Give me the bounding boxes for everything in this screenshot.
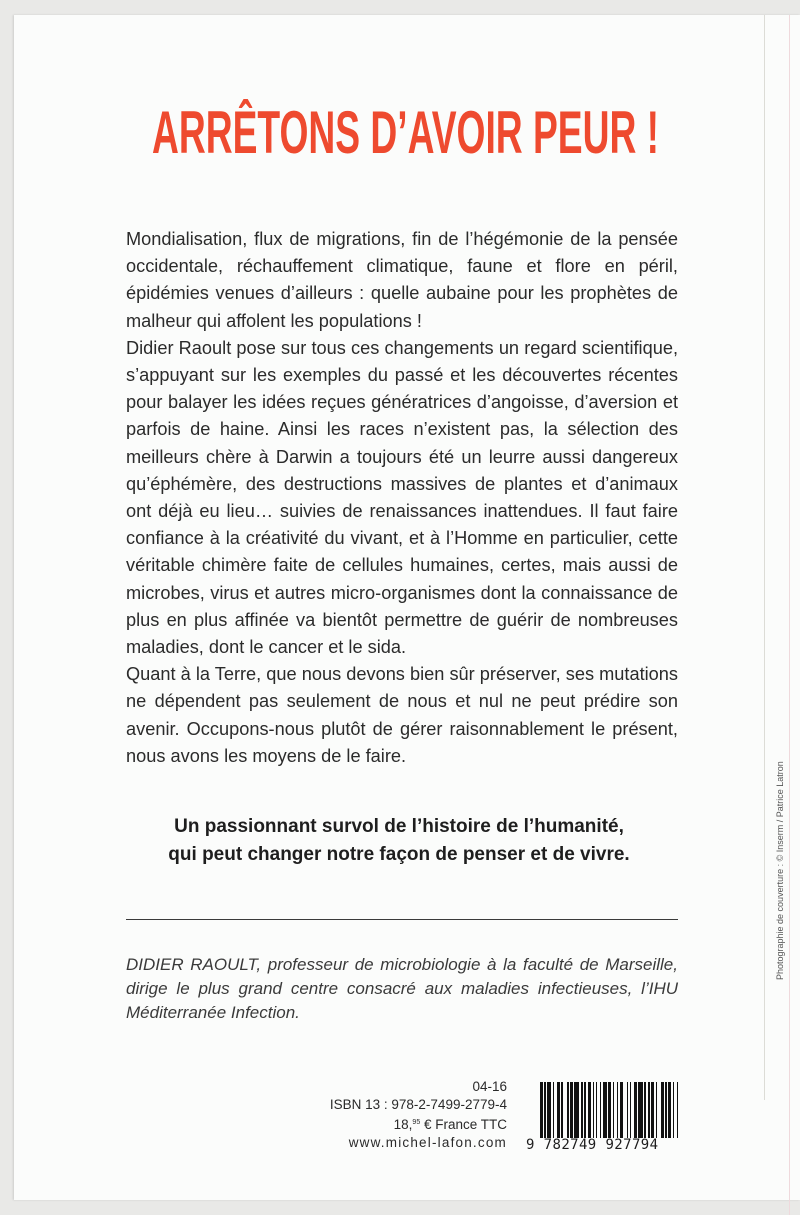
tagline-line: qui peut changer notre façon de penser et de vivre. <box>168 844 630 865</box>
publisher-website: www.michel-lafon.com <box>348 1135 507 1150</box>
author-bio <box>126 953 678 1025</box>
barcode-digits: 9 782749 927794 <box>526 1137 659 1153</box>
tagline <box>100 813 698 869</box>
photo-credit: Photographie de couverture : © Inserm / Patrice Latron <box>775 761 785 980</box>
book-title: ARRÊTONS D’AVOIR PEUR ! <box>152 99 660 166</box>
barcode <box>540 1082 680 1138</box>
price-main: 18, <box>393 1117 413 1132</box>
blurb-paragraph: Quant à la Terre, que nous devons bien sûr préserver, ses mutations ne dépendent pas seulement de nous et nul ne peut prédire son avenir. Occupons-nous plutôt de gérer raisonnablement le présent, nous avons les moyens de le faire. <box>126 664 678 766</box>
isbn: ISBN 13 : 978-2-7499-2779-4 <box>329 1097 507 1112</box>
price-suffix: € France TTC <box>420 1117 507 1132</box>
price-cents: 95 <box>412 1119 421 1126</box>
blurb-paragraph: Mondialisation, flux de migrations, fin de l’hégémonie de la pensée occidentale, réchauffement climatique, faune et flore en péril, épidémies venues d’ailleurs : quelle aubaine pour les prophètes de malheur qui affolent les populations ! <box>126 229 678 331</box>
spine-fold-line <box>764 15 765 1100</box>
separator-line <box>126 919 678 920</box>
author-bio-text: DIDIER RAOULT, professeur de microbiologie à la faculté de Marseille, dirige le plus grand centre consacré aux maladies infectieuses, l’IHU Méditerranée Infection. <box>126 955 678 1022</box>
blurb-text <box>126 226 678 770</box>
publication-info <box>300 1078 507 1152</box>
edition-code: 04-16 <box>472 1079 507 1094</box>
tagline-line: Un passionnant survol de l’histoire de l’humanité, <box>174 816 624 837</box>
barcode-bar <box>678 1082 679 1138</box>
blurb-paragraph: Didier Raoult pose sur tous ces changements un regard scientifique, s’appuyant sur les exemples du passé et les découvertes récentes pour balayer les idées reçues génératrices d’angoisse, d’aversion et parfois de haine. Ainsi les races n’existent pas, la sélection des meilleurs chère à Darwin a toujours été un leurre aussi dangereux qu’éphémère, des destructions massives de plantes et d’animaux ont déjà eu lieu… suivies de renaissances inattendues. Il faut faire confiance à la créativité du vivant, et à l’Homme en particulier, cette véritable chimère faite de cellules humaines, certes, mais aussi de microbes, virus et autres micro-organismes dont la connaissance de plus en plus affinée va bientôt permettre de guérir de nombreuses maladies, dont le cancer et le sida. <box>126 337 678 658</box>
spine-edge-line <box>789 15 790 1215</box>
price <box>300 1114 507 1134</box>
